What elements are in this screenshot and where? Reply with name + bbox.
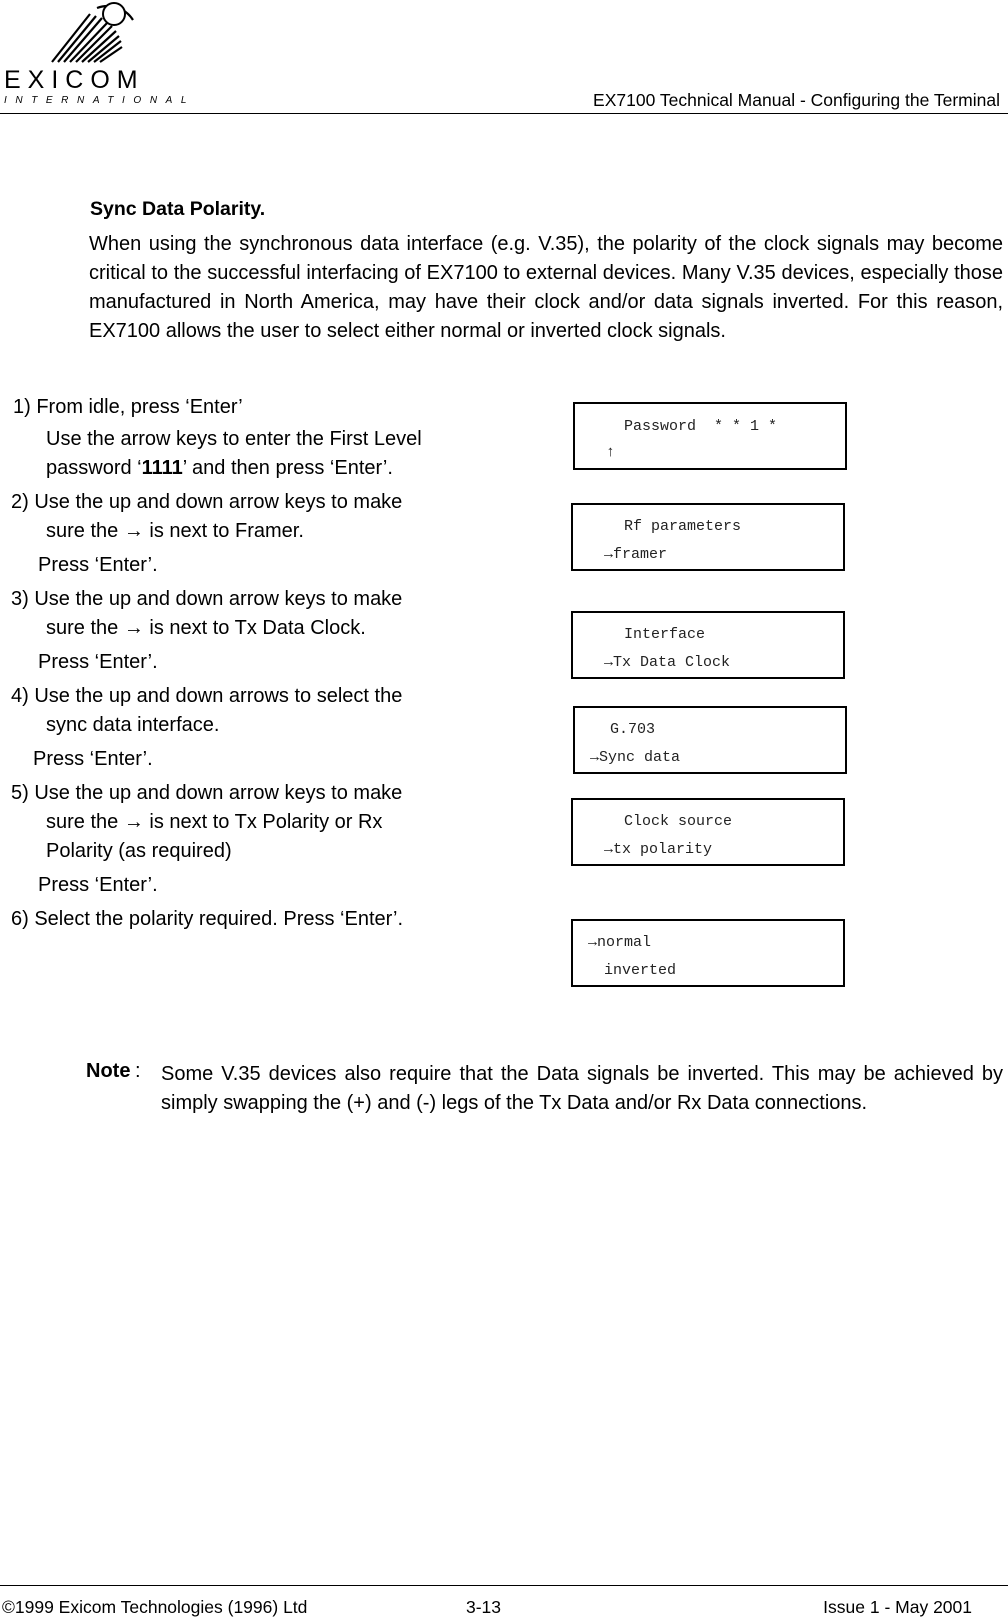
- lcd-display-interface: [571, 611, 845, 679]
- lcd-line-2: →tx polarity: [604, 841, 713, 858]
- lcd-line-1: Clock source: [624, 813, 733, 830]
- lcd-display-rf-parameters: [571, 503, 845, 571]
- step-5-line-2: sure the → is next to Tx Polarity or Rx: [46, 811, 383, 833]
- cursor-up-arrow-icon: ↑: [606, 444, 616, 461]
- step-6-line-1: 6) Select the polarity required. Press ‘Enter’.: [11, 908, 404, 930]
- step-4-line-2: sync data interface.: [46, 714, 220, 736]
- step-1-line-1: 1) From idle, press ‘Enter’: [13, 396, 243, 418]
- step-4-line-1: 4) Use the up and down arrows to select the: [11, 685, 403, 707]
- step-2-line-2: sure the → is next to Framer.: [46, 520, 304, 542]
- lcd-display-g703: [573, 706, 847, 774]
- lcd-line-1: →normal: [588, 934, 652, 951]
- step-3-line-3: Press ‘Enter’.: [38, 651, 158, 673]
- lcd-line-2: →Sync data: [590, 749, 681, 766]
- step-5-line-1: 5) Use the up and down arrow keys to make: [11, 782, 403, 804]
- footer-issue: Issue 1 - May 2001: [823, 1597, 972, 1617]
- step-2-line-3: Press ‘Enter’.: [38, 554, 158, 576]
- lcd-line-2: →framer: [604, 546, 668, 563]
- header-divider: [0, 113, 1008, 114]
- note-colon: :: [135, 1060, 141, 1082]
- lcd-line-2: →Tx Data Clock: [604, 654, 731, 671]
- lcd-display-polarity: [571, 919, 845, 987]
- page-header-title: EX7100 Technical Manual - Configuring the Terminal: [593, 90, 1000, 110]
- step-2-line-1: 2) Use the up and down arrow keys to make: [11, 491, 403, 513]
- step-1-line-2: Use the arrow keys to enter the First Level: [46, 428, 422, 450]
- step-4-line-3: Press ‘Enter’.: [33, 748, 153, 770]
- lcd-display-clock-source: [571, 798, 845, 866]
- logo-wordmark: EXICOM: [4, 66, 145, 94]
- footer-page-number: 3-13: [466, 1597, 502, 1617]
- lcd-line-2: inverted: [604, 962, 677, 979]
- step-5-line-3: Polarity (as required): [46, 840, 232, 862]
- footer-divider: [0, 1585, 1008, 1586]
- step-1-line-3: password ‘1111’ and then press ‘Enter’.: [46, 457, 393, 479]
- lcd-line-1: G.703: [610, 721, 656, 738]
- lcd-line-1: Password * * 1 *: [624, 418, 778, 435]
- note-text: Some V.35 devices also require that the Data signals be inverted. This may be achieved by simply swapping the (+) and (-) legs of the Tx Data and/or Rx Data connections.: [161, 1063, 1003, 1114]
- step-5-line-4: Press ‘Enter’.: [38, 874, 158, 896]
- lcd-line-1: Rf parameters: [624, 518, 742, 535]
- footer-copyright: ©1999 Exicom Technologies (1996) Ltd: [2, 1597, 308, 1617]
- lcd-display-password: [573, 402, 847, 470]
- logo-subtitle: INTERNATIONAL: [4, 95, 196, 106]
- section-title: Sync Data Polarity.: [90, 198, 266, 220]
- lcd-line-1: Interface: [624, 626, 706, 643]
- step-3-line-2: sure the → is next to Tx Data Clock.: [46, 617, 366, 639]
- intro-paragraph: When using the synchronous data interface (e.g. V.35), the polarity of the clock signals may become critical to the successful interfacing of EX7100 to external devices. Many V.35 devices, especially those manufactured in North America, may have their clock and/or data signals inverted. For this reason, EX7100 allows the user to select either normal or inverted clock signals.: [89, 233, 1003, 342]
- step-3-line-1: 3) Use the up and down arrow keys to make: [11, 588, 403, 610]
- note-label: Note: [86, 1060, 131, 1082]
- password-value: 1111: [141, 457, 183, 479]
